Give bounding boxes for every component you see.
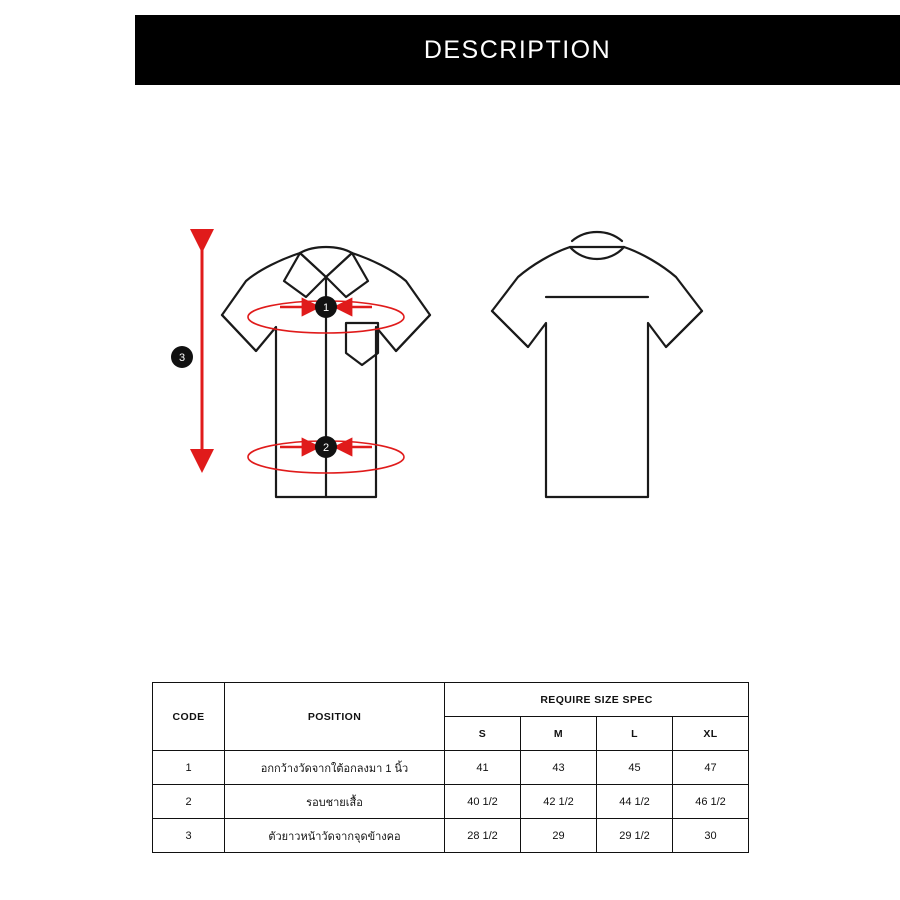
row-value-xl: 47: [673, 751, 749, 785]
row-position: ตัวยาวหน้าวัดจากจุดข้างคอ: [225, 819, 445, 853]
marker-1-label: 1: [322, 302, 330, 314]
row-value-l: 45: [597, 751, 673, 785]
back-view: [492, 232, 702, 497]
row-value-s: 41: [445, 751, 521, 785]
table-row: [153, 751, 749, 785]
garment-illustration: [150, 185, 770, 545]
front-view: [222, 247, 430, 497]
row-value-m: 43: [521, 751, 597, 785]
marker-2-label: 2: [322, 442, 330, 454]
row-value-l: 29 1/2: [597, 819, 673, 853]
table-row: [153, 785, 749, 819]
header-size-l: L: [597, 717, 673, 751]
row-value-m: 29: [521, 819, 597, 853]
header-size-xl: XL: [673, 717, 749, 751]
header-size-m: M: [521, 717, 597, 751]
row-value-xl: 46 1/2: [673, 785, 749, 819]
header-code: CODE: [153, 683, 225, 751]
length-measure-arrow: [171, 247, 202, 467]
row-value-s: 40 1/2: [445, 785, 521, 819]
description-header-band: [135, 15, 900, 85]
size-spec-table: [152, 682, 748, 853]
page-title: DESCRIPTION: [423, 35, 612, 64]
row-value-l: 44 1/2: [597, 785, 673, 819]
row-value-s: 28 1/2: [445, 819, 521, 853]
row-code: 1: [153, 751, 225, 785]
row-value-m: 42 1/2: [521, 785, 597, 819]
row-position: รอบชายเสื้อ: [225, 785, 445, 819]
row-code: 3: [153, 819, 225, 853]
table-header-row: [153, 683, 749, 717]
header-size-s: S: [445, 717, 521, 751]
table-row: [153, 819, 749, 853]
header-position: POSITION: [225, 683, 445, 751]
header-require-size-spec: REQUIRE SIZE SPEC: [445, 683, 749, 717]
row-position: อกกว้างวัดจากใต้อกลงมา 1 นิ้ว: [225, 751, 445, 785]
row-code: 2: [153, 785, 225, 819]
row-value-xl: 30: [673, 819, 749, 853]
marker-3-label: 3: [178, 352, 186, 364]
